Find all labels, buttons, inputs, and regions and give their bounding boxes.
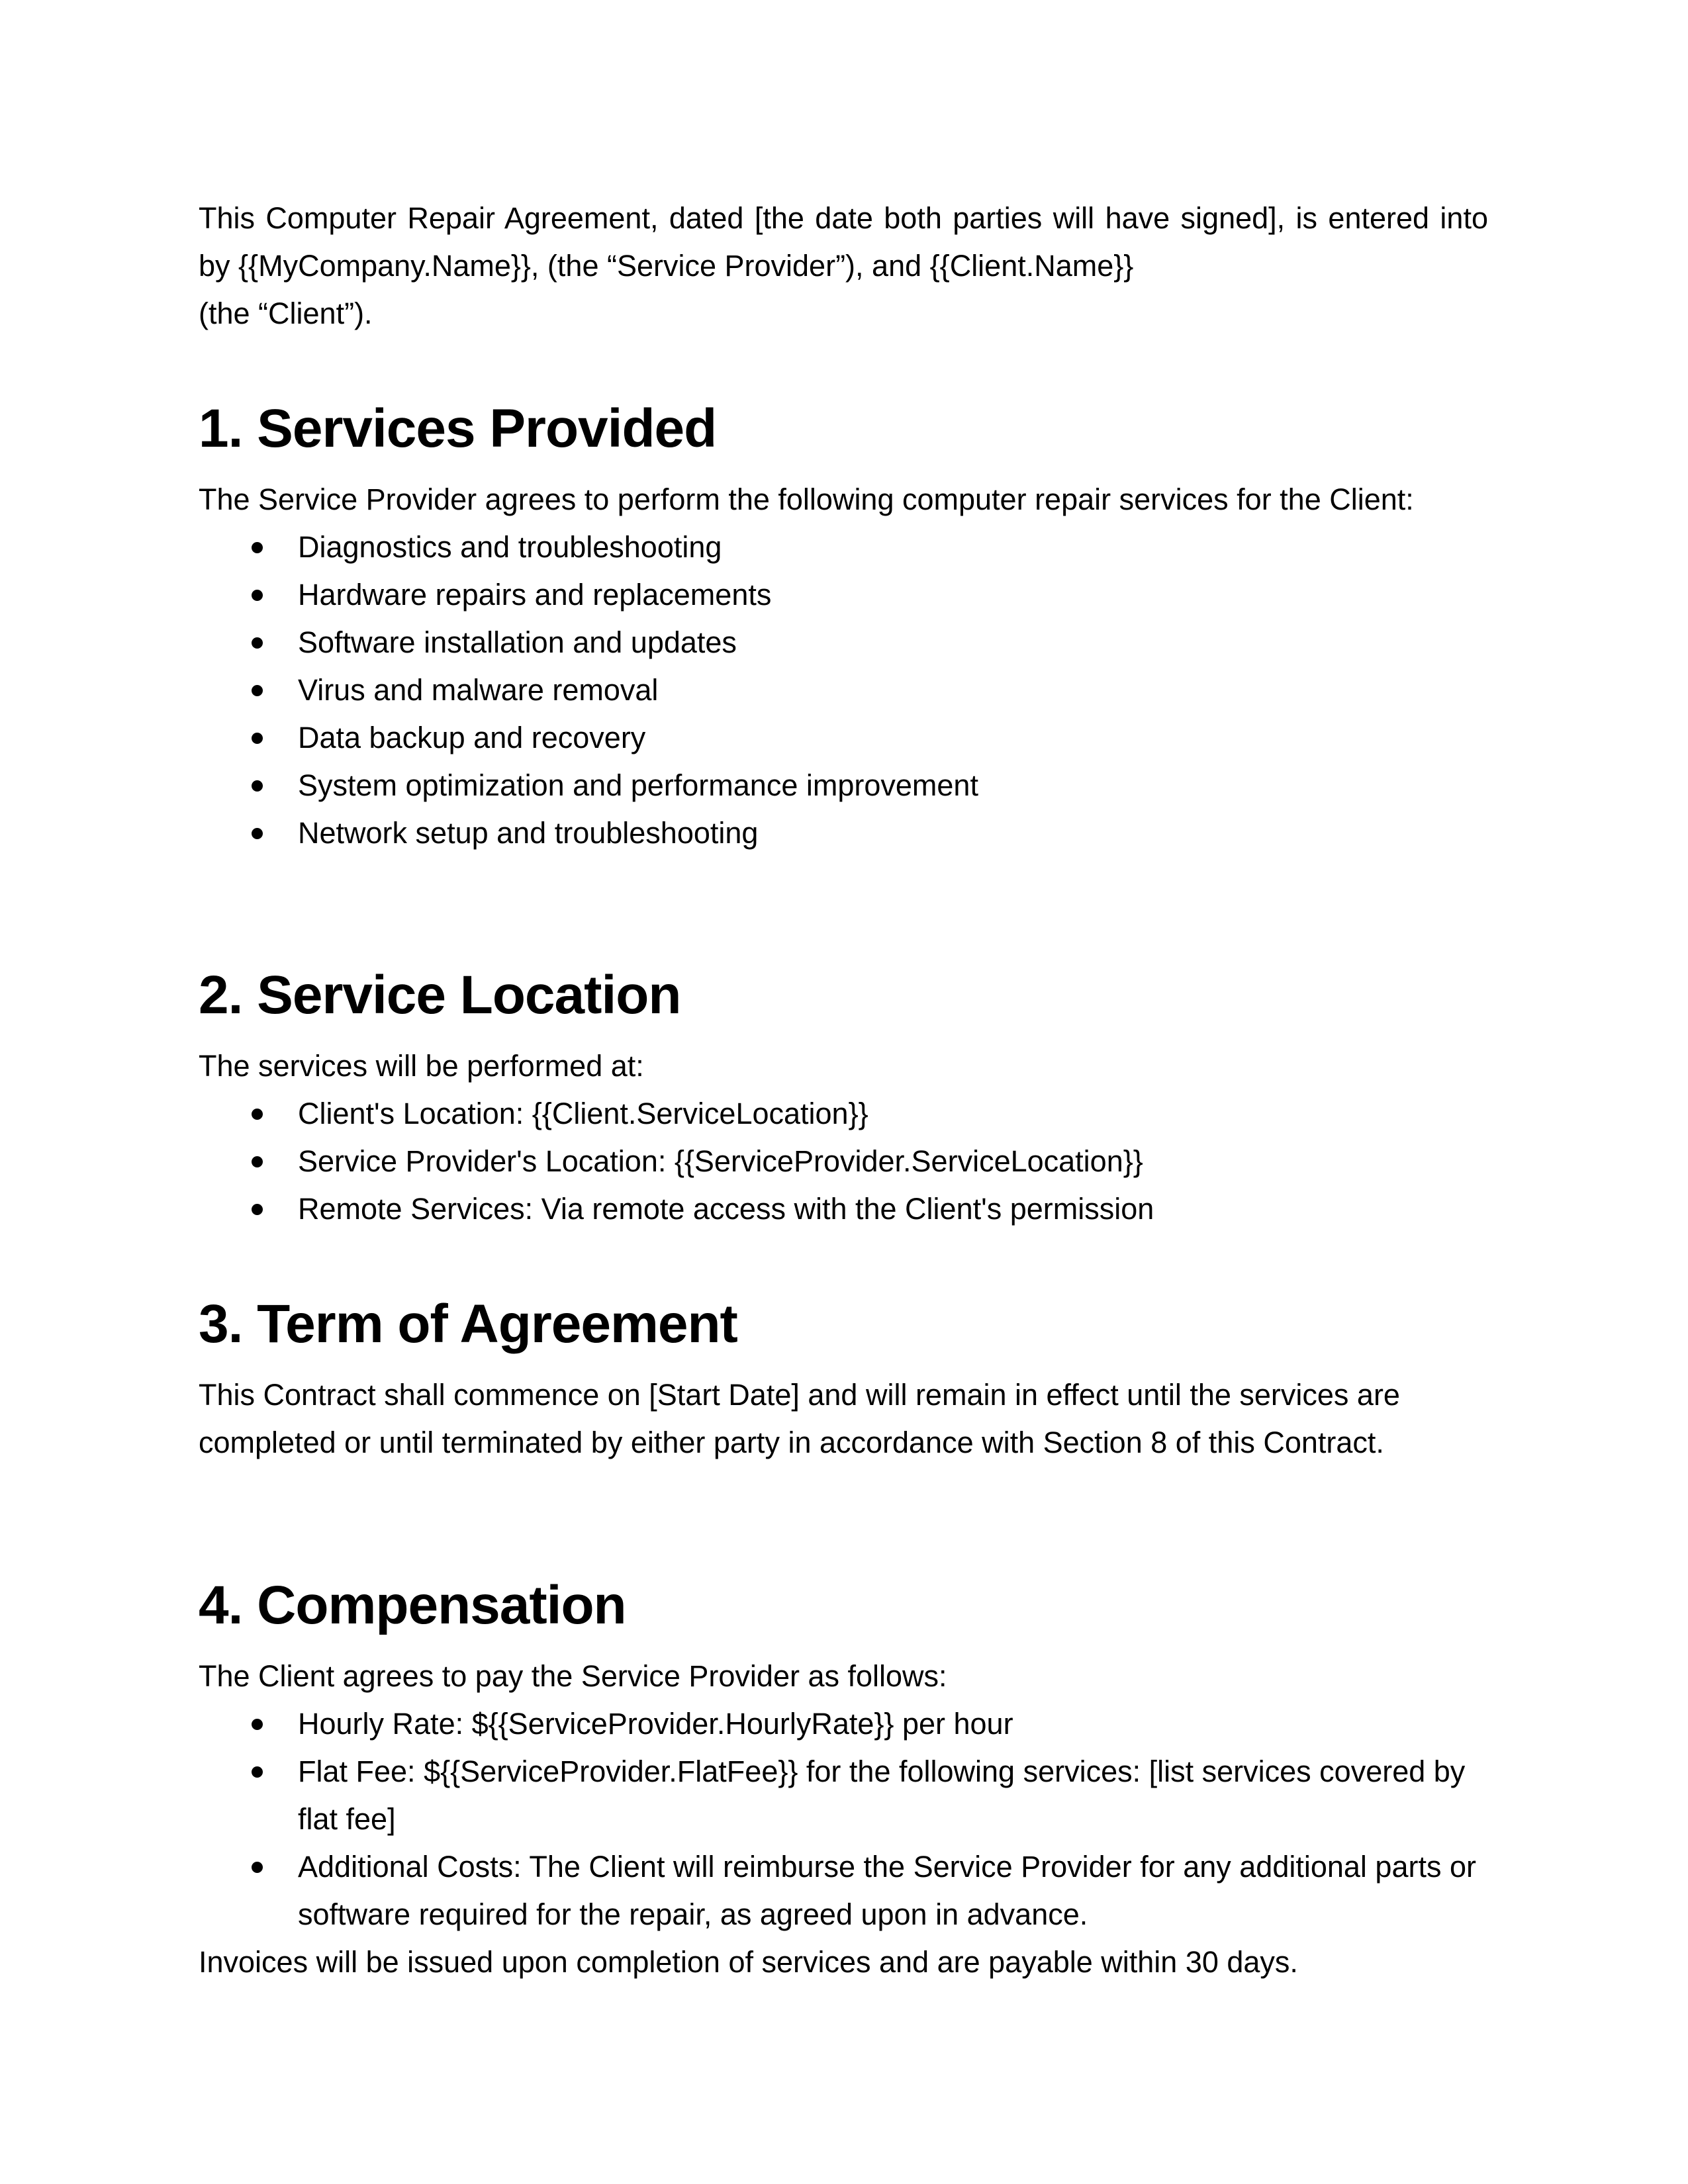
intro-paragraph: This Computer Repair Agreement, dated [the date both parties will have signed], is entered into by {{MyCompany.Name}}, (the “Service Provider”), and {{Client.Name}} bbox=[199, 201, 1488, 283]
intro-paragraph-end: (the “Client”). bbox=[199, 296, 373, 330]
list-item-text: Client's Location: {{Client.ServiceLocation}} bbox=[298, 1097, 868, 1130]
section-service-location bbox=[199, 962, 1488, 1233]
section-heading: 4. Compensation bbox=[199, 1575, 626, 1635]
bullet-icon bbox=[252, 1766, 263, 1778]
list-item-text: Diagnostics and troubleshooting bbox=[298, 530, 722, 564]
list-item-text: Service Provider's Location: {{ServiceProvider.ServiceLocation}} bbox=[298, 1144, 1143, 1178]
list-item-text: Software installation and updates bbox=[298, 625, 737, 659]
list-item bbox=[199, 1090, 1488, 1138]
section-term-of-agreement bbox=[199, 1291, 1488, 1467]
bullet-icon bbox=[252, 1109, 263, 1120]
bullet-icon bbox=[252, 1204, 263, 1215]
bullet-icon bbox=[252, 542, 263, 553]
compensation-list bbox=[199, 1700, 1488, 1938]
bullet-icon bbox=[252, 637, 263, 649]
section-paragraph: The Client agrees to pay the Service Provider as follows: bbox=[199, 1659, 947, 1693]
section-paragraph: The Service Provider agrees to perform the following computer repair services for the Client: bbox=[199, 482, 1414, 516]
section-heading: 1. Services Provided bbox=[199, 398, 717, 459]
list-item-text: System optimization and performance improvement bbox=[298, 768, 978, 802]
list-item-text: Remote Services: Via remote access with the Client's permission bbox=[298, 1192, 1154, 1226]
section-paragraph: This Contract shall commence on [Start Date] and will remain in effect until the services are completed or until terminated by either party in accordance with Section 8 of this Contract. bbox=[199, 1378, 1400, 1459]
section-heading: 3. Term of Agreement bbox=[199, 1294, 737, 1354]
bullet-icon bbox=[252, 828, 263, 839]
list-item-text: Additional Costs: The Client will reimburse the Service Provider for any additional parts or software required for the repair, as agreed upon in advance. bbox=[298, 1850, 1476, 1931]
list-item bbox=[199, 1748, 1488, 1843]
section-paragraph: The services will be performed at: bbox=[199, 1049, 644, 1083]
section-heading: 2. Service Location bbox=[199, 965, 681, 1025]
location-list bbox=[199, 1090, 1488, 1233]
bullet-icon bbox=[252, 1862, 263, 1873]
closing-paragraph: Invoices will be issued upon completion of services and are payable within 30 days. bbox=[199, 1945, 1298, 1979]
list-item-text: Data backup and recovery bbox=[298, 721, 646, 754]
list-item bbox=[199, 619, 1488, 666]
list-item-text: Hourly Rate: ${{ServiceProvider.HourlyRate}} per hour bbox=[298, 1707, 1013, 1741]
list-item bbox=[199, 1700, 1488, 1748]
bullet-icon bbox=[252, 590, 263, 601]
list-item bbox=[199, 523, 1488, 571]
list-item bbox=[199, 714, 1488, 762]
list-item bbox=[199, 571, 1488, 619]
bullet-icon bbox=[252, 1156, 263, 1167]
list-item bbox=[199, 1138, 1488, 1185]
list-item-text: Network setup and troubleshooting bbox=[298, 816, 759, 850]
list-item bbox=[199, 1185, 1488, 1233]
list-item bbox=[199, 809, 1488, 857]
list-item-text: Hardware repairs and replacements bbox=[298, 578, 772, 612]
bullet-icon bbox=[252, 733, 263, 744]
bullet-icon bbox=[252, 685, 263, 696]
services-list bbox=[199, 523, 1488, 857]
bullet-icon bbox=[252, 1719, 263, 1730]
intro bbox=[199, 195, 1488, 338]
list-item bbox=[199, 666, 1488, 714]
section-compensation bbox=[199, 1572, 1488, 1986]
list-item-text: Virus and malware removal bbox=[298, 673, 659, 707]
bullet-icon bbox=[252, 780, 263, 792]
list-item-text: Flat Fee: ${{ServiceProvider.FlatFee}} for the following services: [list services covered by flat fee] bbox=[298, 1754, 1466, 1836]
list-item bbox=[199, 762, 1488, 809]
section-services-provided bbox=[199, 396, 1488, 857]
list-item bbox=[199, 1843, 1488, 1938]
